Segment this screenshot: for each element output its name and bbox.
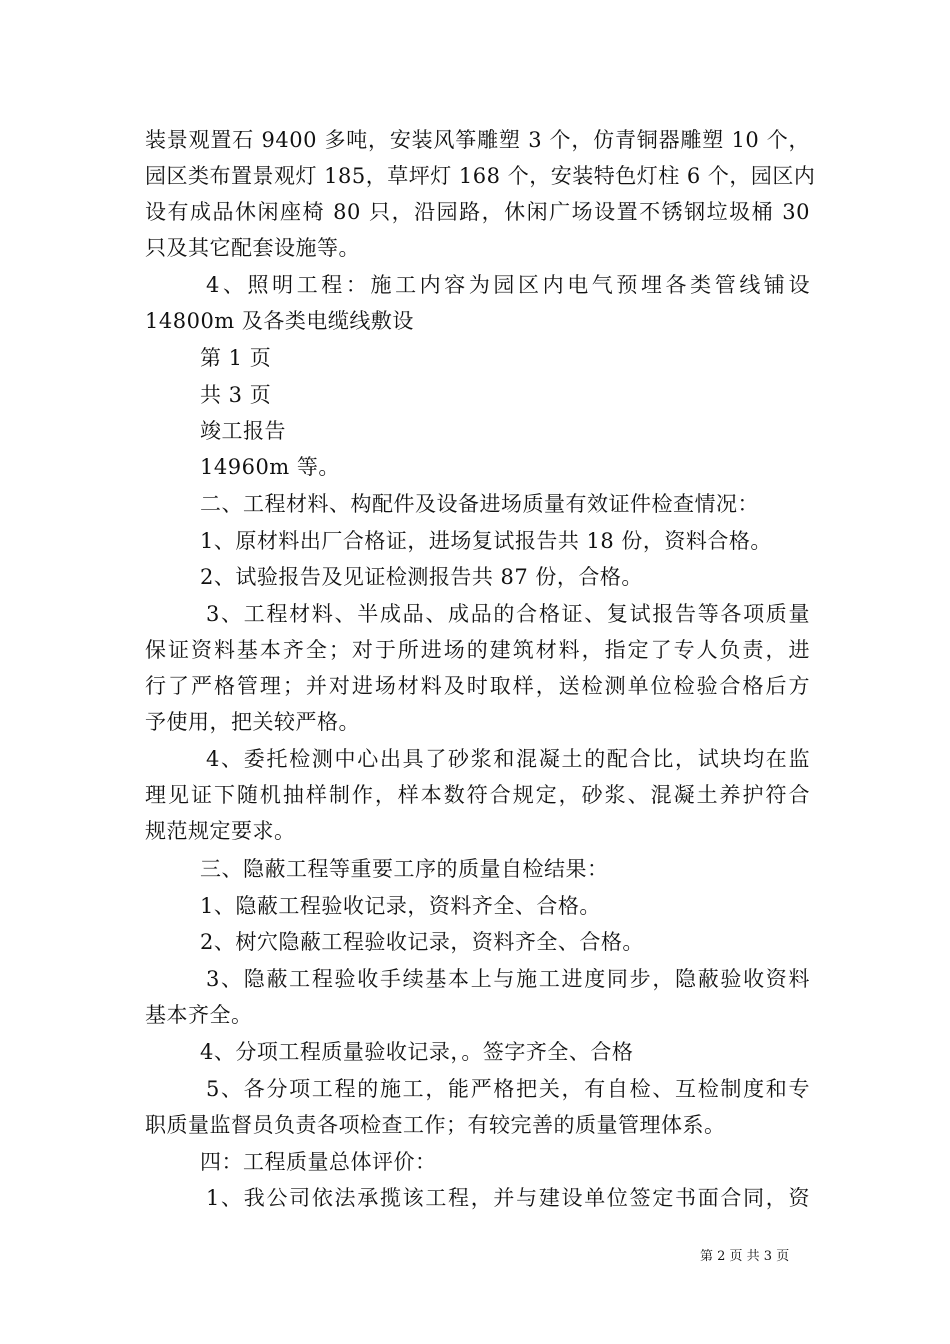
report-title-marker: 竣工报告 bbox=[200, 419, 286, 443]
body-text-line: 园区类布置景观灯 185，草坪灯 168 个，安装特色灯柱 6 个，园区内 bbox=[145, 164, 816, 188]
page-number-marker: 第 1 页 bbox=[200, 346, 272, 370]
body-text-line: 规范规定要求。 bbox=[145, 819, 296, 843]
list-item: 3、工程材料、半成品、成品的合格证、复试报告等各项质量 bbox=[206, 602, 810, 626]
body-text-line: 行了严格管理；并对进场材料及时取样，送检测单位检验合格后方 bbox=[145, 674, 810, 698]
list-item: 1、我公司依法承揽该工程，并与建设单位签定书面合同，资 bbox=[206, 1186, 810, 1210]
section-heading-overall-evaluation: 四：工程质量总体评价： bbox=[200, 1150, 437, 1174]
list-item: 1、隐蔽工程验收记录，资料齐全、合格。 bbox=[200, 894, 601, 918]
page-footer: 第 2 页 共 3 页 bbox=[700, 1249, 790, 1264]
list-item: 2、树穴隐蔽工程验收记录，资料齐全、合格。 bbox=[200, 930, 644, 954]
section-heading-concealed-works: 三、隐蔽工程等重要工序的质量自检结果： bbox=[200, 857, 609, 881]
total-pages-marker: 共 3 页 bbox=[200, 383, 272, 407]
body-text-line: 只及其它配套设施等。 bbox=[145, 236, 360, 260]
body-text-line: 14800m 及各类电缆线敷设 bbox=[145, 309, 414, 333]
list-item: 2、试验报告及见证检测报告共 87 份，合格。 bbox=[200, 565, 643, 589]
body-text-line: 理见证下随机抽样制作，样本数符合规定，砂浆、混凝土养护符合 bbox=[145, 783, 810, 807]
body-text-line: 职质量监督员负责各项检查工作；有较完善的质量管理体系。 bbox=[145, 1113, 726, 1137]
body-text-line: 装景观置石 9400 多吨，安装风筝雕塑 3 个，仿青铜器雕塑 10 个， bbox=[145, 128, 810, 152]
section-heading-lighting: 4、照明工程：施工内容为园区内电气预埋各类管线铺设 bbox=[206, 273, 810, 297]
body-text-line: 基本齐全。 bbox=[145, 1003, 253, 1027]
body-text-line: 保证资料基本齐全；对于所进场的建筑材料，指定了专人负责，进 bbox=[145, 638, 810, 662]
list-item: 3、隐蔽工程验收手续基本上与施工进度同步，隐蔽验收资料 bbox=[206, 967, 810, 991]
body-text-line: 14960m 等。 bbox=[200, 455, 340, 479]
section-heading-materials: 二、工程材料、构配件及设备进场质量有效证件检查情况： bbox=[200, 492, 759, 516]
list-item: 5、各分项工程的施工，能严格把关，有自检、互检制度和专 bbox=[206, 1077, 810, 1101]
list-item: 1、原材料出厂合格证，进场复试报告共 18 份，资料合格。 bbox=[200, 529, 772, 553]
body-text-line: 予使用，把关较严格。 bbox=[145, 710, 360, 734]
body-text-line: 设有成品休闲座椅 80 只，沿园路，休闲广场设置不锈钢垃圾桶 30 bbox=[145, 200, 810, 224]
list-item: 4、分项工程质量验收记录，。签字齐全、合格 bbox=[200, 1040, 634, 1064]
list-item: 4、委托检测中心出具了砂浆和混凝土的配合比，试块均在监 bbox=[206, 747, 810, 771]
